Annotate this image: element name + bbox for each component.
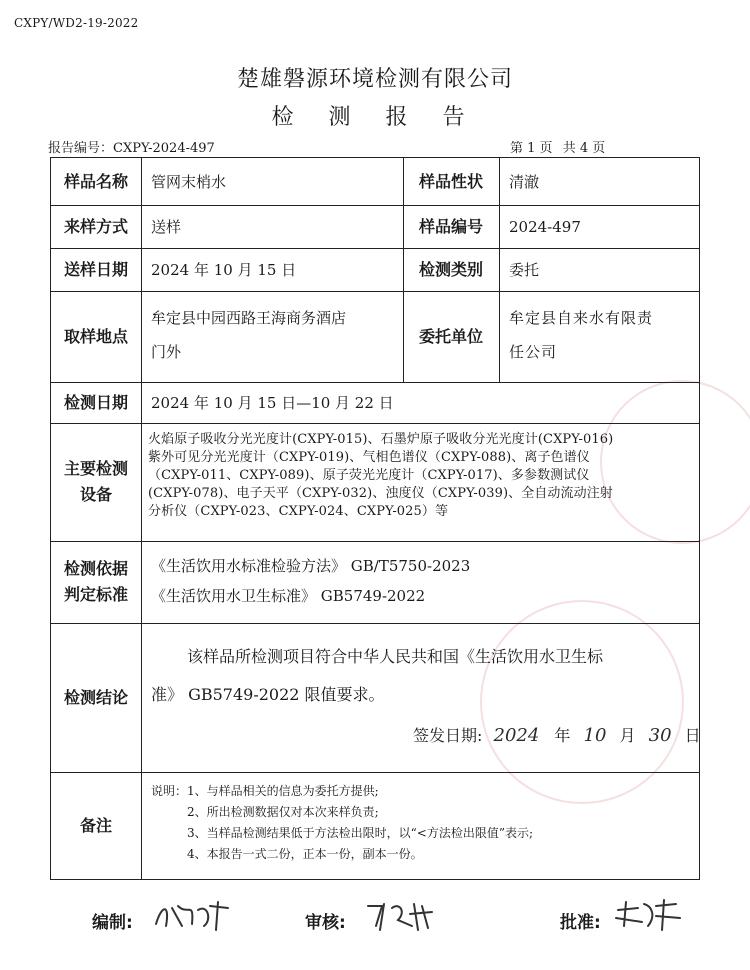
conclusion-label: 检测结论 [63,687,128,707]
basis-label [51,541,141,623]
report-title: 检 测 报 告 [271,105,479,130]
location-label: 取样地点 [63,326,128,346]
basis-label-line-2: 判定标准 [63,585,128,604]
equipment-line: 紫外可见分光光度计（CXPY-019)、气相色谱仪（CXPY-088)、离子色谱仪 [148,450,590,465]
equipment-line: 火焰原子吸收分光光度计(CXPY-015)、石墨炉原子吸收分光光度计(CXPY-016) [148,432,614,447]
conclusion-line-2: 准》 GB5749-2022 限值要求。 [151,685,385,704]
client-value [509,301,699,377]
remarks-list [151,781,696,865]
delivery-label: 来样方式 [63,216,128,236]
sample-name-label: 样品名称 [63,171,128,191]
remark-item: 4、本报告一式二份，正本一份，副本一份。 [187,847,423,861]
col-divider [499,158,500,382]
test-type-label: 检测类别 [418,259,483,279]
equipment-label-line-2: 设备 [79,485,112,504]
approved-by-label: 批准: [560,913,601,933]
equipment-label-line-1: 主要检测 [63,459,128,478]
issue-month-unit: 月 [619,726,636,745]
issue-year-unit: 年 [554,726,571,745]
compiled-signature [148,896,238,936]
test-type-value: 委托 [509,260,540,279]
row-divider [51,541,699,542]
compiled-by-label: 编制: [92,913,133,933]
test-date-value: 2024 年 10 月 15 日—10 月 22 日 [151,393,394,412]
location-line-1: 牟定县中园西路王海商务酒店 [151,309,347,327]
reviewed-by-label: 审核: [305,913,346,933]
sample-number-label: 样品编号 [418,216,483,236]
col-divider [141,158,142,879]
delivery-value: 送样 [151,217,182,236]
issue-day: 30 [648,725,672,746]
remark-item: 2、所出检测数据仅对本次来样负责; [187,805,379,819]
equipment-line: 分析仪（CXPY-023、CXPY-024、CXPY-025）等 [148,504,449,519]
document-code: CXPY/WD2-19-2022 [14,16,139,30]
row-divider [51,623,699,624]
basis-standard: 《生活饮用水卫生标准》 GB5749-2022 [151,587,426,605]
page-info [510,137,611,156]
equipment-line: (CXPY-078)、电子天平（CXPY-032)、浊度仪（CXPY-039)、全自动流动注射 [148,486,613,501]
conclusion-line-1: 该样品所检测项目符合中华人民共和国《生活饮用水卫生标 [187,647,604,666]
issue-month: 10 [583,725,607,746]
basis-standards [151,551,691,611]
sample-state-label: 样品性状 [418,171,483,191]
location-value [151,301,401,377]
basis-label-line-1: 检测依据 [63,559,128,578]
equipment-list [148,431,698,521]
sample-number-value: 2024-497 [509,217,581,236]
report-number-value: CXPY-2024-497 [113,141,215,156]
row-divider [51,423,699,424]
equipment-line: （CXPY-011、CXPY-089)、原子荧光光度计（CXPY-017)、多参数测试仪 [148,468,590,483]
row-divider [51,772,699,773]
remarks-label: 备注 [79,815,112,835]
company-name: 楚雄磐源环境检测有限公司 [236,67,513,92]
issue-date [413,723,701,746]
page-number: 第 1 页 [510,141,553,156]
report-table [50,157,700,880]
row-divider [51,291,699,292]
total-pages: 共 4 页 [562,141,606,156]
client-label: 委托单位 [418,326,483,346]
test-date-label: 检测日期 [63,392,128,412]
send-date-label: 送样日期 [63,259,128,279]
client-line-2: 任公司 [509,343,558,361]
report-number-label: 报告编号： [48,141,114,156]
reviewed-signature [362,896,442,936]
basis-method: 《生活饮用水标准检验方法》 GB/T5750-2023 [151,557,471,575]
remark-item: 说明：1、与样品相关的信息为委托方提供; [151,784,379,798]
location-line-2: 门外 [151,343,182,361]
send-date-value: 2024 年 10 月 15 日 [151,260,297,279]
remark-item: 3、当样品检测结果低于方法检出限时，以“<方法检出限值”表示; [187,826,534,840]
sample-name-value: 管网末梢水 [151,172,227,191]
report-number [48,137,215,156]
client-line-1: 牟定县自来水有限责 [509,309,654,327]
equipment-label [51,423,141,541]
approved-signature [612,896,692,936]
conclusion-text [151,638,696,714]
issue-year: 2024 [493,725,540,746]
sample-state-value: 清澈 [509,172,540,191]
issue-date-label: 签发日期: [413,726,483,745]
issue-day-unit: 日 [684,726,701,745]
